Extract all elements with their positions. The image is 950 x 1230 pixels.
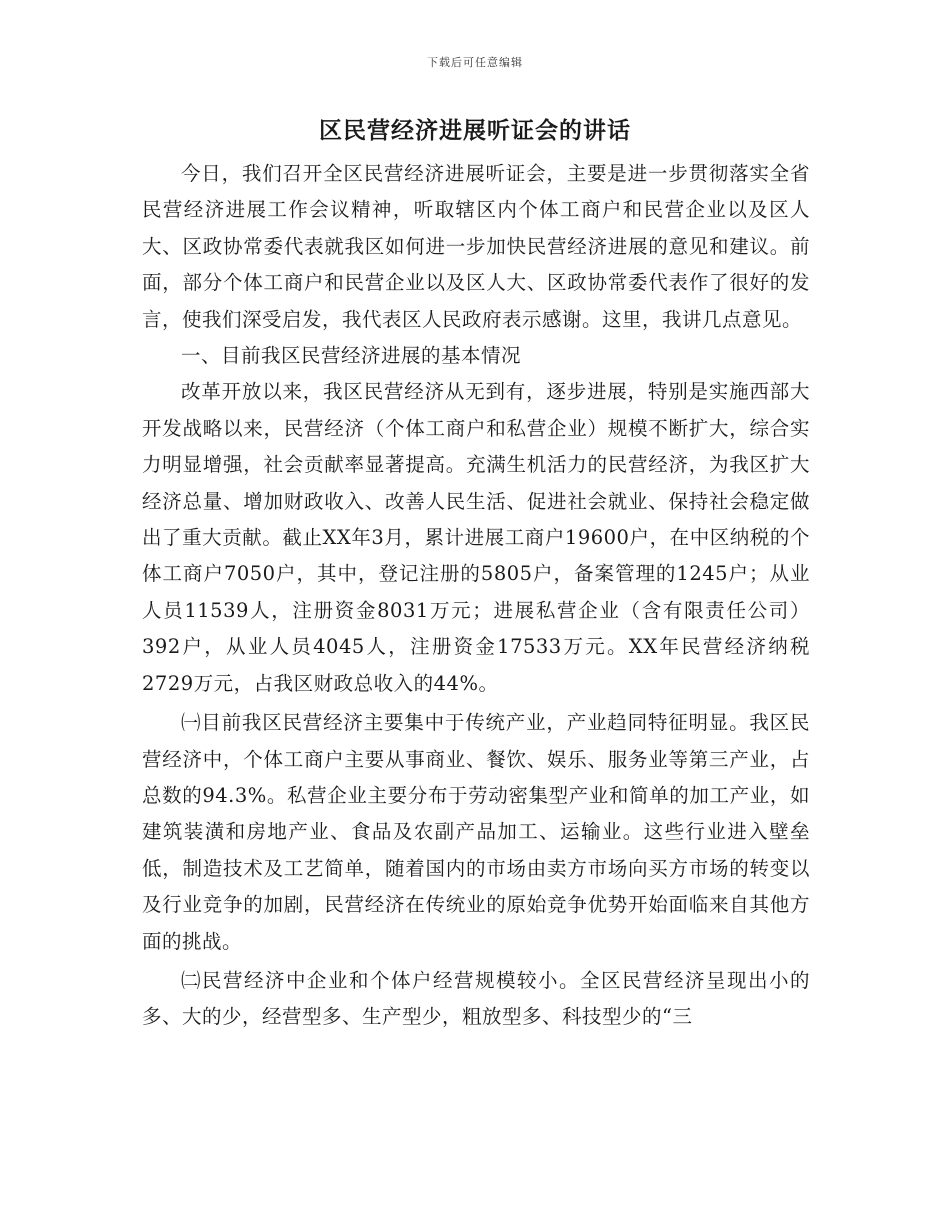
paragraph-overview: 改革开放以来，我区民营经济从无到有，逐步进展，特别是实施西部大开发战略以来，民营经济（个体工商户和私营企业）规模不断扩大，综合实力明显增强，社会贡献率显著提高。充满生机活力的民营经济，为我区扩大经济总量、增加财政收入、改善人民生活、促进社会就业、保持社会稳定做出了重大贡献。截止XX年3月，累计进展工商户19600户，在中区纳税的个体工商户7050户，其中，登记注册的5805户，备案管理的1245户；从业人员11539人，注册资金8031万元；进展私营企业（含有限责任公司）392户，从业人员4045人，注册资金17533万元。XX年民营经济纳税2729万元，占我区财政总收入的44%。 bbox=[142, 380, 810, 695]
header-note: 下载后可任意编辑 bbox=[427, 56, 523, 69]
paragraph-point-2: ㈡民营经济中企业和个体户经营规模较小。全区民营经济呈现出小的多、大的少，经营型多、生产型少，粗放型多、科技型少的“三 bbox=[142, 968, 810, 1029]
document-body bbox=[142, 156, 810, 1036]
document-title: 区民营经济进展听证会的讲话 bbox=[319, 118, 631, 144]
paragraph-intro: 今日，我们召开全区民营经济进展听证会，主要是进一步贯彻落实全省民营经济进展工作会议精神，听取辖区内个体工商户和民营企业以及区人大、区政协常委代表就我区如何进一步加快民营经济进展的意见和建议。前面，部分个体工商户和民营企业以及区人大、区政协常委代表作了很好的发言，使我们深受启发，我代表区人民政府表示感谢。这里，我讲几点意见。 bbox=[142, 162, 810, 331]
paragraph-point-1: ㈠目前我区民营经济主要集中于传统产业，产业趋同特征明显。我区民营经济中，个体工商户主要从事商业、餐饮、娱乐、服务业等第三产业，占总数的94.3%。私营企业主要分布于劳动密集型产业和简单的加工产业，如建筑装潢和房地产业、食品及农副产品加工、运输业。这些行业进入壁垒低，制造技术及工艺简单，随着国内的市场由卖方市场向买方市场的转变以及行业竞争的加剧，民营经济在传统业的原始竞争优势开始面临来自其他方面的挑战。 bbox=[142, 711, 810, 953]
section-heading-1: 一、目前我区民营经济进展的基本情况 bbox=[181, 344, 522, 368]
